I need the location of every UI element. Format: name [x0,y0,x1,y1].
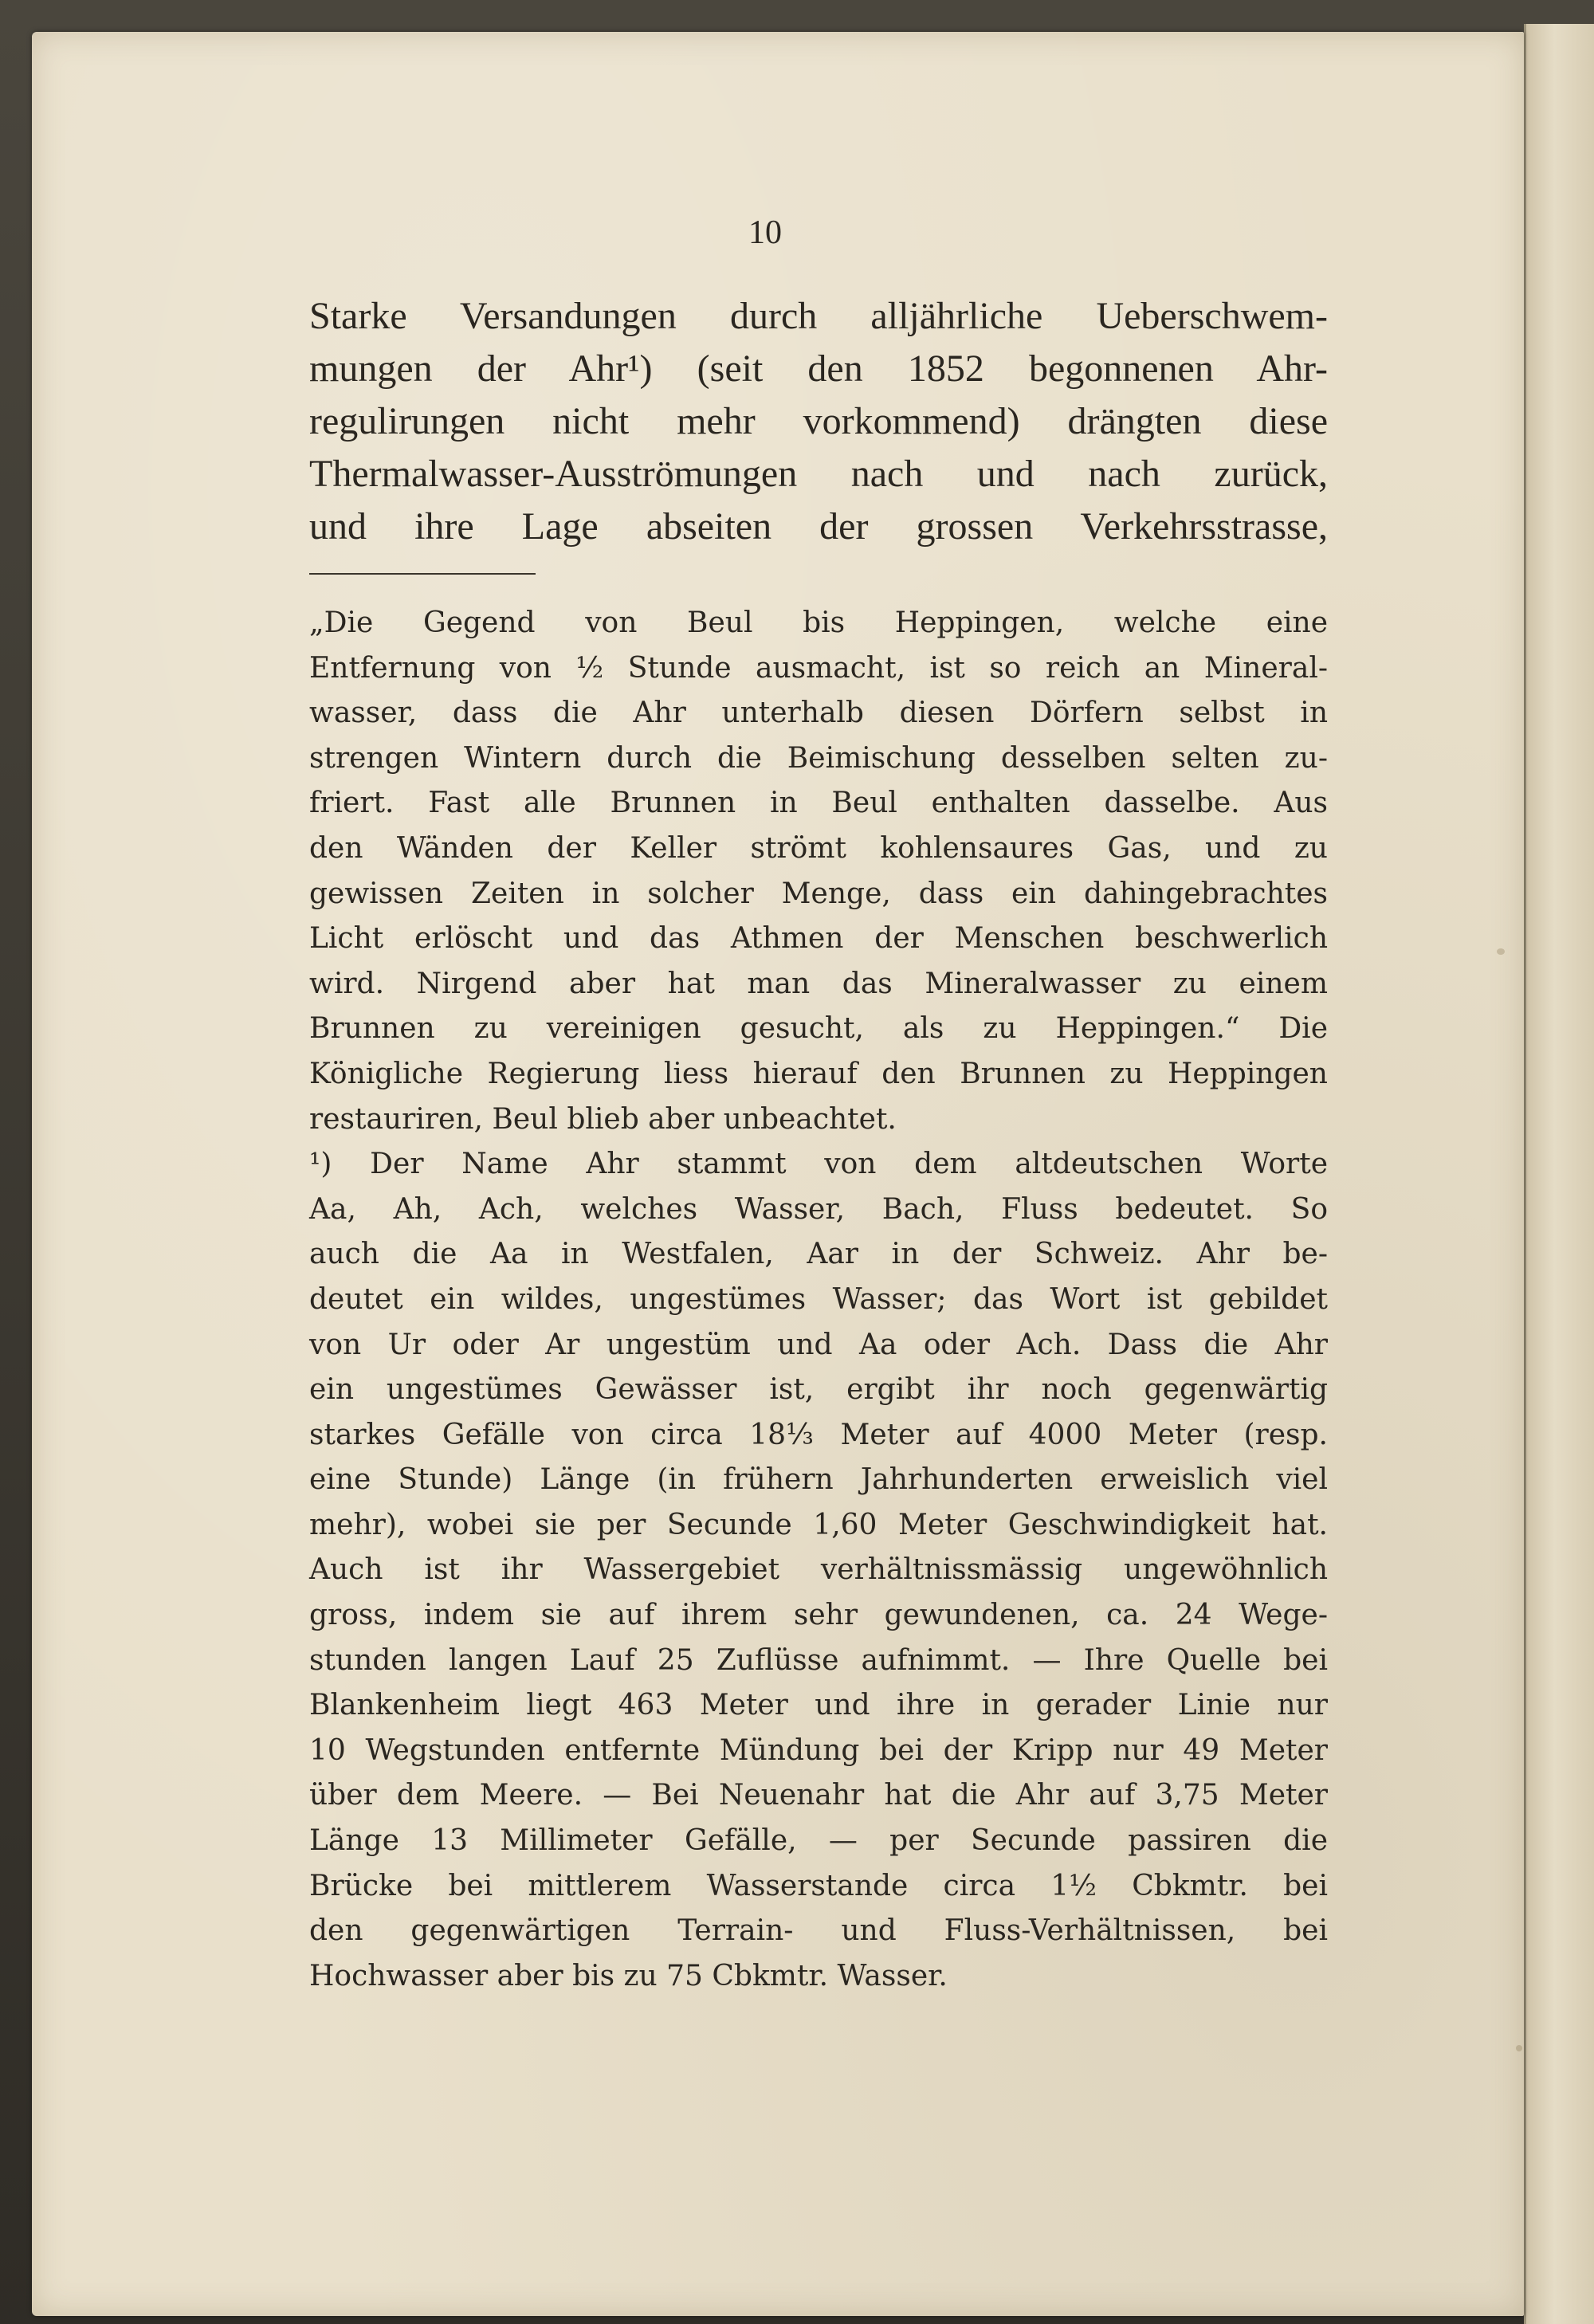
note-line: Licht erlöscht und das Athmen der Menschen beschwerlich [309,922,1328,956]
note-line: gewissen Zeiten in solcher Menge, dass ein dahingebrachtes [309,877,1328,910]
note-line: stunden langen Lauf 25 Zuflüsse aufnimmt. — Ihre Quelle bei [309,1643,1328,1677]
note-line: „Die Gegend von Beul bis Heppingen, welche eine [309,607,1328,639]
note-line: starkes Gefälle von circa 18⅓ Meter auf 4000 Meter (resp. [309,1418,1328,1451]
note-line: Aa, Ah, Ach, welches Wasser, Bach, Fluss bedeutet. So [309,1192,1328,1226]
note-line: Blankenheim liegt 463 Meter und ihre in gerader Linie nur [309,1689,1328,1722]
note-line: wird. Nirgend aber hat man das Mineralwasser zu einem [309,967,1328,1000]
footnotes [309,601,1328,1999]
footnote-separator [309,573,536,575]
quote-note [309,601,1328,1142]
page-number: 10 [748,214,782,251]
note-line: Brunnen zu vereinigen gesucht, als zu Heppingen.“ Die [309,1012,1328,1046]
note-line: von Ur oder Ar ungestüm und Aa oder Ach. Dass die Ahr [309,1328,1328,1361]
text-line: und ihre Lage abseiten der grossen Verkehrsstrasse, [309,505,1328,548]
paper-stain [1497,948,1505,955]
note-line: auch die Aa in Westfalen, Aar in der Schweiz. Ahr be- [309,1238,1328,1271]
note-line: Entfernung von ½ Stunde ausmacht, ist so reich an Mineral- [309,651,1328,685]
note-line: gross, indem sie auf ihrem sehr gewundenen, ca. 24 Wege- [309,1599,1328,1632]
note-line: Auch ist ihr Wassergebiet verhältnissmässig ungewöhnlich [309,1553,1328,1587]
note-line: ¹) Der Name Ahr stammt von dem altdeutschen Worte [309,1148,1328,1181]
footnote-1 [309,1142,1328,1999]
note-line: ein ungestümes Gewässer ist, ergibt ihr noch gegenwärtig [309,1373,1328,1407]
note-line: den Wänden der Keller strömt kohlensaures Gas, und zu [309,831,1328,865]
text-line: regulirungen nicht mehr vorkommend) drängten diese [309,400,1328,442]
note-line: mehr), wobei sie per Secunde 1,60 Meter Geschwindigkeit hat. [309,1508,1328,1541]
note-line: den gegenwärtigen Terrain- und Fluss-Verhältnissen, bei [309,1914,1328,1948]
note-line: Hochwasser aber bis zu 75 Cbkmtr. Wasser. [309,1959,948,1992]
note-line: restauriren, Beul blieb aber unbeachtet. [309,1102,897,1136]
note-line: eine Stunde) Länge (in frühern Jahrhunderten erweislich viel [309,1463,1328,1497]
paper-stain [1516,2045,1522,2051]
note-line: strengen Wintern durch die Beimischung desselben selten zu- [309,741,1328,775]
text-line: Thermalwasser-Ausströmungen nach und nach zurück, [309,453,1328,495]
note-line: friert. Fast alle Brunnen in Beul enthalten dasselbe. Aus [309,787,1328,820]
note-line: Länge 13 Millimeter Gefälle, — per Secunde passiren die [309,1824,1328,1858]
note-line: Königliche Regierung liess hierauf den Brunnen zu Heppingen [309,1057,1328,1090]
text-line: mungen der Ahr¹) (seit den 1852 begonnenen Ahr- [309,347,1328,390]
note-line: über dem Meere. — Bei Neuenahr hat die Ahr auf 3,75 Meter [309,1779,1328,1812]
text-line: Starke Versandungen durch alljährliche Ueberschwem- [309,295,1328,337]
note-line: deutet ein wildes, ungestümes Wasser; das Wort ist gebildet [309,1282,1328,1316]
note-line: 10 Wegstunden entfernte Mündung bei der Kripp nur 49 Meter [309,1733,1328,1767]
next-page-edge [1524,24,1594,2324]
main-paragraph [309,290,1328,553]
note-line: Brücke bei mittlerem Wasserstande circa 1½ Cbkmtr. bei [309,1869,1328,1902]
note-line: wasser, dass die Ahr unterhalb diesen Dörfern selbst in [309,697,1328,730]
